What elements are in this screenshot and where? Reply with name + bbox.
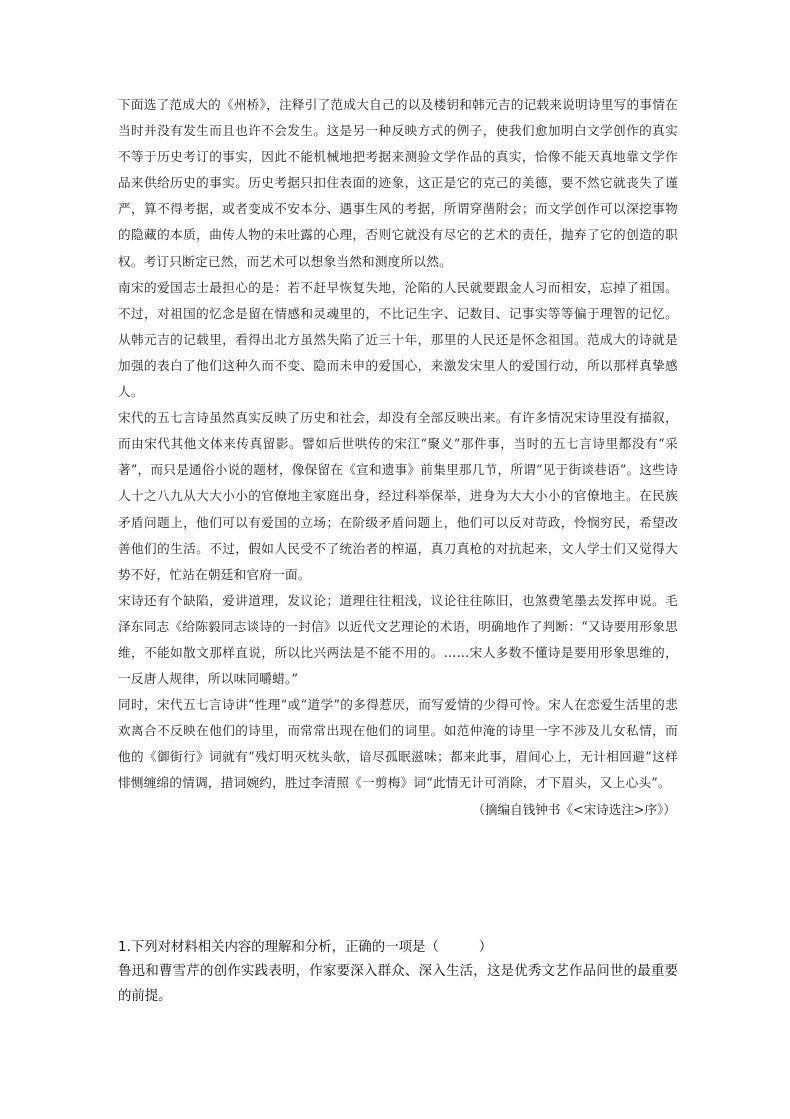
passage-paragraph-4: 宋诗还有个缺陷，爱讲道理，发议论；道理往往粗浅，议论往往陈旧，也煞费笔墨去发挥申说。毛泽东同志《给陈毅同志谈诗的一封信》以近代文艺理论的术语，明确地作了判断：“又诗要用形象思维，不能如散文那样直说，所以比兴两法是不能不用的。……宋人多数不懂诗是要用形象思维的，一反唐人规律，所以味同嚼蜡。” (118, 592, 678, 687)
question-option-text: 鲁迅和曹雪芹的创作实践表明，作家要深入群众、深入生活，这是优秀文艺作品问世的最重要的前提。 (118, 964, 678, 1004)
question-block (118, 936, 678, 1009)
passage-paragraph-2: 南宋的爱国志士最担心的是：若不赶早恢复失地，沦陷的人民就要跟金人习而相安，忘掉了祖国。不过，对祖国的忆念是留在情感和灵魂里的，不比记生字、记数目、记事实等等偏于理智的记忆。从韩元吉的记载里，看得出北方虽然失陷了近三十年，那里的人民还是怀念祖国。范成大的诗就是加强的表白了他们这种久而不变、隐而未申的爱国心，来激发宋里人的爱国行动，所以那样真挚感人。 (118, 279, 678, 400)
passage-paragraph-5: 同时，宋代五七言诗讲“性理”或“道学”的多得惹厌，而写爱情的少得可怜。宋人在恋爱生活里的悲欢离合不反映在他们的诗里，而常常出现在他们的词里。如范仲淹的诗里一字不涉及儿女私情，而他的《御街行》词就有“残灯明灭枕头欹，谙尽孤眠滋味；都来此事，眉间心上，无计相回避”这样悱恻缠绵的情调，措词婉约，胜过李清照《一剪梅》词“此情无计可消除，才下眉头，又上心头”。 (118, 697, 678, 791)
passage-source-citation: （摘编自钱钟书《<宋诗选注>序》） (472, 801, 676, 817)
passage-paragraph-3: 宋代的五七言诗虽然真实反映了历史和社会，却没有全部反映出来。有许多情况宋诗里没有描叙，而由宋代其他文体来传真留影。譬如后世哄传的宋江“聚义”那件事，当时的五七言诗里都没有“采著”，而只是通俗小说的题材，像保留在《宣和遗事》前集里那几节，所谓“见于街谈巷语”。这些诗人十之八九从大大小小的官僚地主家庭出身，经过科举保举，进身为大大小小的官僚地主。在民族矛盾问题上，他们可以有爱国的立场；在阶级矛盾问题上，他们可以反对苛政，怜悯穷民，希望改善他们的生活。不过，假如人民受不了统治者的榨逼，真刀真枪的对抗起来，文人学士们又觉得大势不好，忙站在朝廷和官府一面。 (118, 410, 678, 582)
passage-paragraph-1: 下面选了范成大的《州桥》，注释引了范成大自己的以及楼钥和韩元吉的记载来说明诗里写的事情在当时并没有发生而且也许不会发生。这是另一种反映方式的例子，使我们愈加明白文学创作的真实不等于历史考订的事实，因此不能机械地把考据来测验文学作品的真实，恰像不能天真地靠文学作品来供给历史的事实。历史考据只扣住表面的迹象，这正是它的克己的美德，要不然它就丧失了谨严，算不得考据，或者变成不安本分、遇事生风的考据，所谓穿凿附会；而文学创作可以深挖事物的隐藏的本质，曲传人物的未吐露的心理，否则它就没有尽它的艺术的责任，抛弃了它的创造的职权。考订只断定已然，而艺术可以想象当然和测度所以然。 (118, 97, 678, 269)
reading-passage (118, 92, 678, 823)
question-stem: 1.下列对材料相关内容的理解和分析，正确的一项是（ ） (118, 940, 493, 955)
